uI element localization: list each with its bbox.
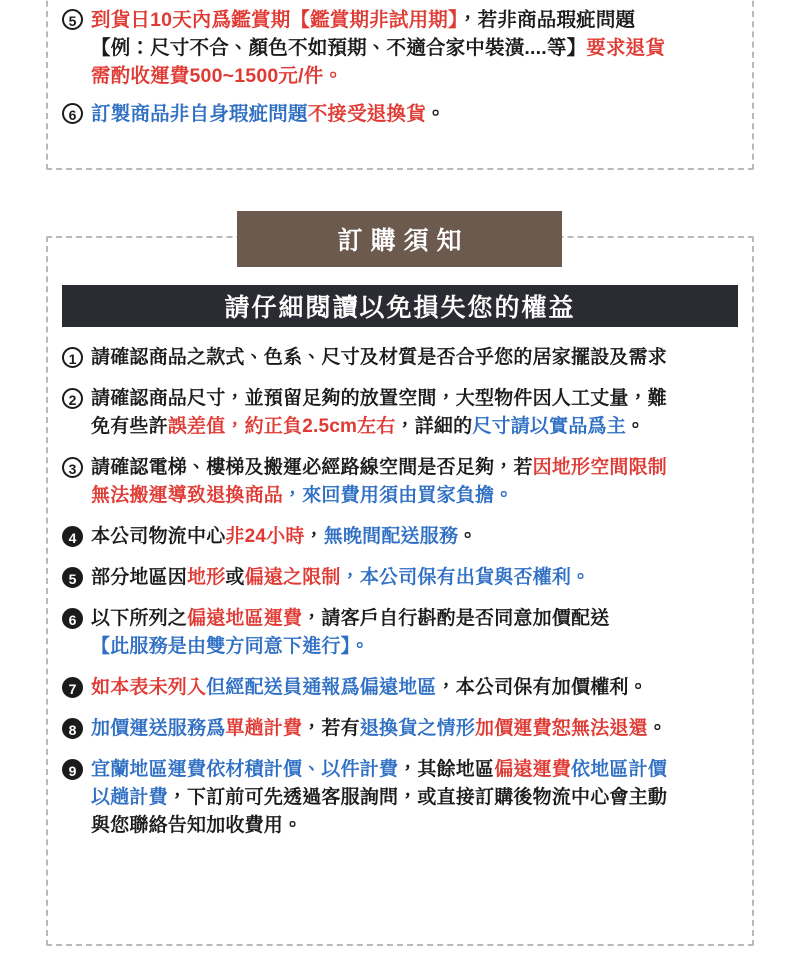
ordering-notice-item-line (91, 344, 746, 372)
ordering-notice-item-segment: ，本公司保有加價權利。 (436, 677, 648, 698)
ordering-notice-item-number: 2 (62, 388, 83, 409)
ordering-notice-item-segment: 請確認電梯、樓梯及搬運必經路線空間是否足夠，若 (91, 457, 533, 478)
ordering-notice-item-line (91, 812, 746, 840)
ordering-notice-item-segment: 偏遠之限制 (244, 567, 341, 588)
ordering-notice-item-segment: 單趟計費 (225, 718, 303, 739)
top-notice-item-segment: 要求退貨 (586, 37, 666, 59)
ordering-notice-item-number: 5 (62, 567, 83, 588)
top-notice-item-text (91, 100, 742, 128)
ordering-notice-item-number: 1 (62, 347, 83, 368)
ordering-notice-item-segment: 偏遠運費 (494, 759, 572, 780)
ordering-notice-item-segment: 。 (458, 526, 478, 547)
ordering-notice-item-segment: ，詳細的 (395, 416, 473, 437)
ordering-notice-item-segment: 退換貨之情形 (359, 718, 476, 739)
top-notice-item-segment: 需酌收運費500~1500元/件。 (91, 65, 344, 87)
top-notice-item-segment: 【例：尺寸不合、顏色不如預期、不適合家中裝潢....等】 (91, 37, 587, 59)
ordering-notice-item (62, 756, 746, 840)
ordering-notice-item-number: 9 (62, 759, 83, 780)
ordering-notice-item-segment: 加價運送服務爲 (91, 718, 226, 739)
ordering-notice-item-text (91, 454, 746, 510)
ordering-notice-item-line (91, 413, 746, 441)
ordering-notice-item-number: 8 (62, 718, 83, 739)
top-notice-item-line (91, 62, 742, 90)
ordering-notice-item-segment: 無法搬運導致退換商品 (91, 485, 284, 506)
ordering-notice-item-segment: ，請客戶自行斟酌是否同意加價配送 (302, 608, 610, 629)
top-notice-item-segment: 到貨日10天內爲鑑賞期【鑑賞期非試用期】 (91, 9, 458, 31)
top-notice-item (62, 100, 742, 128)
ordering-notice-item-text (91, 385, 746, 441)
ordering-notice-item-segment: 因地形空間限制 (532, 457, 668, 478)
ordering-notice-item-segment: ，若有 (302, 718, 360, 739)
ordering-notice-item (62, 344, 746, 372)
ordering-notice-item-segment: 無晚間配送服務 (323, 526, 459, 547)
ordering-notice-item-line (91, 605, 746, 633)
ordering-notice-item-line (91, 784, 746, 812)
ordering-notice-item-text (91, 605, 746, 661)
top-notice-item-segment: 訂製商品非自身瑕疵問題 (91, 103, 308, 125)
ordering-notice-list (62, 344, 746, 853)
ordering-notice-item-segment: 偏遠地區運費 (187, 608, 303, 629)
ordering-notice-item-segment: 本公司物流中心 (91, 526, 226, 547)
ordering-notice-item (62, 385, 746, 441)
ordering-notice-item-segment: 如本表未列入 (91, 677, 207, 698)
ordering-notice-item-line (91, 523, 746, 551)
top-notice-list (62, 6, 742, 138)
ordering-notice-item-number: 6 (62, 608, 83, 629)
top-notice-item-segment: ，若非商品瑕疵問題 (457, 9, 636, 31)
ordering-notice-item-segment: 以趟計費 (91, 787, 168, 808)
ordering-notice-item-number: 3 (62, 457, 83, 478)
ordering-notice-item-segment: 宜蘭地區運費依材積計價、以件計費 (91, 759, 399, 780)
ordering-notice-item-text (91, 674, 746, 702)
ordering-notice-item-segment: 。 (625, 416, 646, 437)
top-notice-item-line (91, 34, 742, 62)
ordering-notice-item-segment: 【此服務是由雙方同意下進行】。 (91, 636, 370, 657)
ordering-notice-item (62, 454, 746, 510)
top-notice-item-text (91, 6, 742, 90)
ordering-notice-item-segment: ，其餘地區 (398, 759, 495, 780)
ordering-notice-item-segment: 或 (225, 567, 245, 588)
ordering-notice-item-line (91, 454, 746, 482)
ordering-notice-item-segment: 誤差值，約正負2.5cm左右 (167, 416, 396, 437)
ordering-notice-item (62, 523, 746, 551)
ordering-notice-item-segment: 非24小時 (225, 526, 305, 547)
ordering-notice-item-line (91, 674, 746, 702)
ordering-notice-item-text (91, 344, 746, 372)
ordering-notice-ribbon-title: 訂購須知 (237, 211, 562, 267)
top-notice-item-segment: 不接受退換貨 (307, 103, 426, 125)
ordering-notice-item-segment: 尺寸請以實品爲主 (472, 416, 626, 437)
ordering-notice-item-segment: 依地區計價 (571, 759, 668, 780)
ordering-notice-item-segment: ，來回費用須由買家負擔。 (283, 485, 514, 506)
top-notice-item-line (91, 6, 742, 34)
top-notice-item (62, 6, 742, 90)
ordering-notice-item-line (91, 385, 746, 413)
ordering-notice-item (62, 605, 746, 661)
ordering-notice-item-segment: 免有些許 (91, 416, 168, 437)
ordering-notice-item-segment: 加價運費恕無法退還 (475, 718, 648, 739)
ordering-notice-item-segment: 以下所列之 (91, 608, 188, 629)
ordering-notice-item-line (91, 482, 746, 510)
ordering-notice-item-text (91, 564, 746, 592)
ordering-notice-item (62, 674, 746, 702)
ordering-notice-item (62, 564, 746, 592)
ordering-notice-item-line (91, 715, 746, 743)
ordering-notice-item-number: 4 (62, 526, 83, 547)
ordering-notice-item-segment: 請確認商品尺寸，並預留足夠的放置空間，大型物件因人工丈量，難 (91, 388, 668, 409)
ordering-notice-item-text (91, 715, 746, 743)
ordering-notice-item-segment: 與您聯絡告知加收費用。 (91, 815, 303, 836)
ordering-notice-item-line (91, 564, 746, 592)
ordering-notice-item-segment: 地形 (187, 567, 226, 588)
ordering-notice-item-segment: 但經配送員通報爲偏遠地區 (206, 677, 437, 698)
ordering-notice-item-line (91, 756, 746, 784)
ordering-notice-item-segment: 。 (647, 718, 668, 739)
top-notice-item-line (91, 100, 742, 128)
ordering-notice-item-segment: ，下訂前可先透過客服詢問，或直接訂購後物流中心會主動 (167, 787, 668, 808)
ordering-notice-item-segment: 請確認商品之款式、色系、尺寸及材質是否合乎您的居家擺設及需求 (91, 347, 668, 368)
ordering-notice-item-text (91, 523, 746, 551)
top-notice-item-number: 5 (62, 9, 83, 30)
ordering-notice-item-number: 7 (62, 677, 83, 698)
top-notice-item-segment: 。 (425, 103, 446, 125)
ordering-notice-banner: 請仔細閱讀以免損失您的權益 (62, 285, 738, 327)
ordering-notice-item-line (91, 633, 746, 661)
ordering-notice-item-segment: 部分地區因 (91, 567, 188, 588)
ordering-notice-item (62, 715, 746, 743)
ordering-notice-item-segment: ， (304, 526, 324, 547)
ordering-notice-item-text (91, 756, 746, 840)
ordering-notice-item-segment: ，本公司保有出貨與否權利。 (340, 567, 591, 588)
top-notice-item-number: 6 (62, 103, 83, 124)
